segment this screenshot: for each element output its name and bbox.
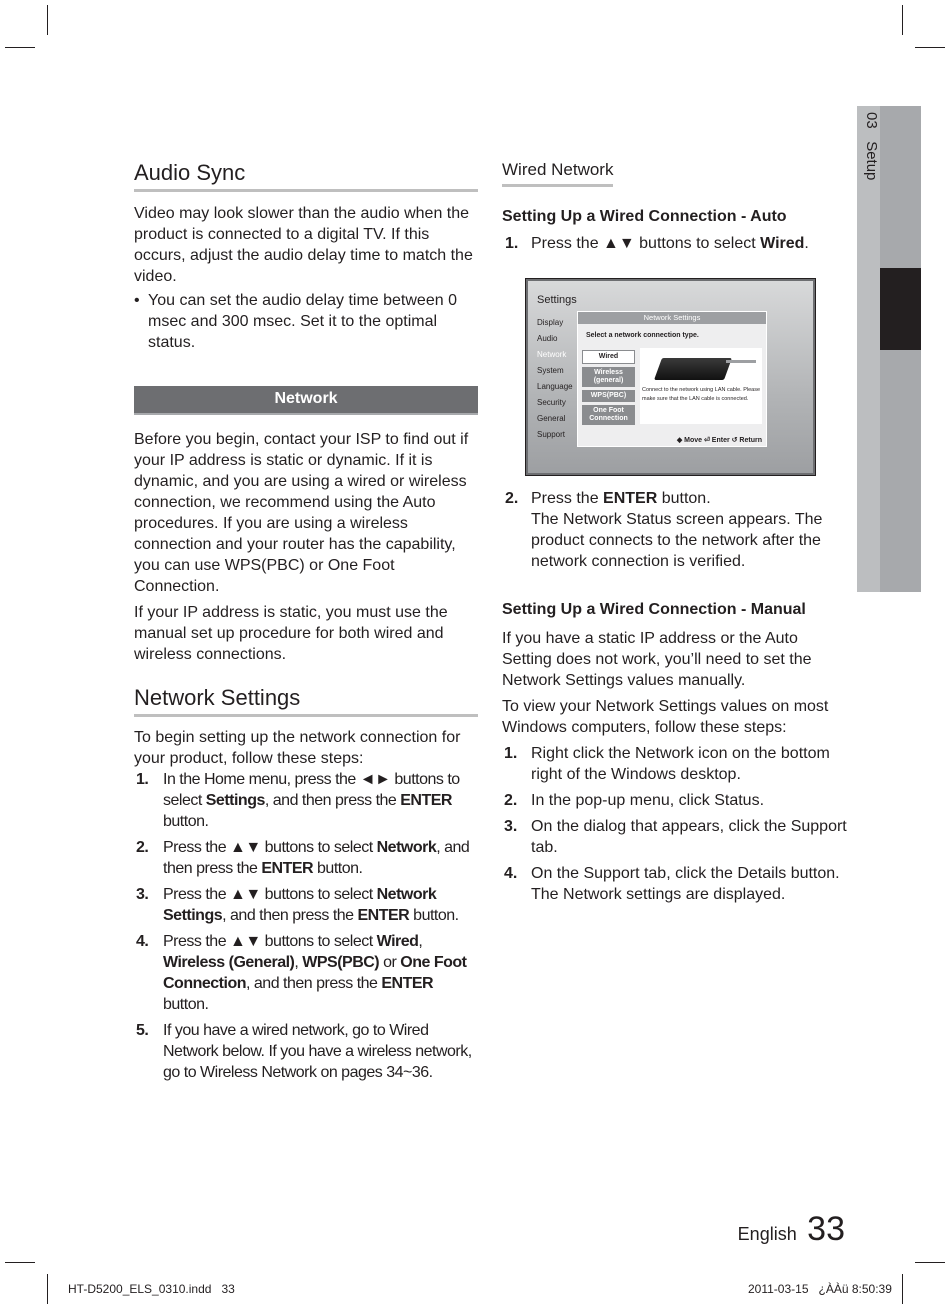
- chapter-tab-marker: [880, 268, 921, 350]
- menu-item: Language: [537, 382, 573, 391]
- player-device-icon: [654, 358, 732, 380]
- list-item: 2. In the pop-up menu, click Status.: [504, 792, 765, 809]
- chapter-number: 03: [863, 112, 880, 129]
- menu-item: Display: [537, 318, 564, 327]
- language-label: English: [737, 1224, 797, 1244]
- manual-steps: [502, 743, 848, 905]
- right-column-lower: [502, 488, 848, 905]
- left-column: [134, 160, 478, 1083]
- option-one-foot: One Foot Connection: [582, 405, 635, 425]
- crop-mark: [915, 1262, 945, 1263]
- menu-item-selected: Network: [537, 350, 567, 359]
- screen-title: Settings: [537, 294, 577, 306]
- network-settings-dialog: [577, 311, 767, 447]
- crop-mark: [902, 5, 903, 35]
- wired-network-heading: Wired Network: [502, 160, 613, 187]
- network-paragraph: Before you begin, contact your ISP to find out if your IP address is static or dynamic. If it is dynamic, and you are using a wired or wireless connection, we recommend using the Auto procedures. If you are using a wireless connection and your router has the capability, you can use WPS(PBC) or One Foot Connection.: [134, 431, 469, 595]
- bullet-text: You can set the audio delay time between 0 msec and 300 msec. Set it to the optimal status.: [148, 292, 457, 351]
- auto-subheading: Setting Up a Wired Connection - Auto: [502, 208, 787, 225]
- screen-menu: [537, 315, 573, 443]
- dialog-subtitle: Select a network connection type.: [586, 332, 699, 339]
- manual-paragraph: To view your Network Settings values on most Windows computers, follow these steps:: [502, 698, 829, 736]
- crop-mark: [902, 1274, 903, 1304]
- audio-sync-bullet: [134, 290, 478, 353]
- page-number-block: [730, 1210, 845, 1249]
- crop-mark: [915, 47, 945, 48]
- chapter-tab-label: [858, 112, 880, 232]
- list-item: 1. Right click the Network icon on the bottom right of the Windows desktop.: [504, 745, 830, 783]
- option-wps: WPS(PBC): [582, 390, 635, 402]
- crop-mark: [5, 1262, 35, 1263]
- network-section-bar: Network: [134, 386, 478, 415]
- info-panel: [640, 348, 762, 424]
- page-number: 33: [807, 1210, 845, 1248]
- network-paragraph: If your IP address is static, you must use the manual set up procedure for both wired and wireless connections.: [134, 604, 448, 663]
- list-item: 4. Press the ▲▼ buttons to select Wired, Wireless (General), WPS(PBC) or One Foot Connection, and then press the ENTER button.: [136, 933, 467, 1013]
- list-item: 5. If you have a wired network, go to Wired Network below. If you have a wireless network, go to Wireless Network on pages 34~36.: [136, 1022, 472, 1081]
- print-timestamp: 2011-03-15 ¿ÀÀü 8:50:39: [748, 1282, 892, 1296]
- crop-mark: [47, 1274, 48, 1304]
- crop-mark: [47, 5, 48, 35]
- screen-background: [528, 281, 813, 473]
- list-item: 2. Press the ENTER button. The Network Status screen appears. The product connects to the network after the network connection is verified.: [505, 490, 823, 570]
- right-column: [502, 160, 848, 254]
- list-item: 3. On the dialog that appears, click the Support tab.: [504, 818, 847, 856]
- menu-item: Security: [537, 398, 566, 407]
- option-wired: Wired: [582, 350, 635, 364]
- manual-subheading: Setting Up a Wired Connection - Manual: [502, 601, 806, 618]
- dialog-footer-hints: ◆ Move ⏎ Enter ↺ Return: [676, 437, 762, 444]
- network-settings-heading: Network Settings: [134, 685, 478, 717]
- network-settings-steps: [134, 769, 478, 1083]
- list-item: 1. Press the ▲▼ buttons to select Wired.: [505, 235, 809, 252]
- chapter-title: Setup: [863, 141, 880, 181]
- print-file-name: HT-D5200_ELS_0310.indd 33: [68, 1282, 235, 1296]
- settings-screen-illustration: [525, 278, 816, 476]
- list-item: 1. In the Home menu, press the ◄► buttons to select Settings, and then press the ENTER button.: [136, 771, 460, 830]
- connection-options: [582, 350, 635, 428]
- list-item: 2. Press the ▲▼ buttons to select Network, and then press the ENTER button.: [136, 839, 470, 877]
- manual-paragraph: If you have a static IP address or the Auto Setting does not work, you’ll need to set the Network Settings values manually.: [502, 630, 812, 689]
- audio-sync-heading: Audio Sync: [134, 160, 478, 192]
- bullet-icon: •: [134, 292, 140, 309]
- menu-item: Support: [537, 430, 566, 439]
- network-settings-intro: To begin setting up the network connection for your product, follow these steps:: [134, 729, 461, 767]
- menu-item: Audio: [537, 334, 558, 343]
- menu-item: General: [537, 414, 566, 423]
- menu-item: System: [537, 366, 564, 375]
- info-text: Connect to the network using LAN cable. Please make sure that the LAN cable is connected.: [642, 387, 761, 402]
- option-wireless: Wireless (general): [582, 367, 635, 387]
- dialog-title: Network Settings: [578, 312, 766, 324]
- lan-cable-icon: [726, 360, 756, 363]
- audio-sync-text: Video may look slower than the audio when the product is connected to a digital TV. If this occurs, adjust the audio delay time to match the video.: [134, 205, 473, 285]
- crop-mark: [5, 47, 35, 48]
- list-item: 3. Press the ▲▼ buttons to select Network Settings, and then press the ENTER button.: [136, 886, 459, 924]
- list-item: 4. On the Support tab, click the Details button. The Network settings are displayed.: [504, 865, 840, 903]
